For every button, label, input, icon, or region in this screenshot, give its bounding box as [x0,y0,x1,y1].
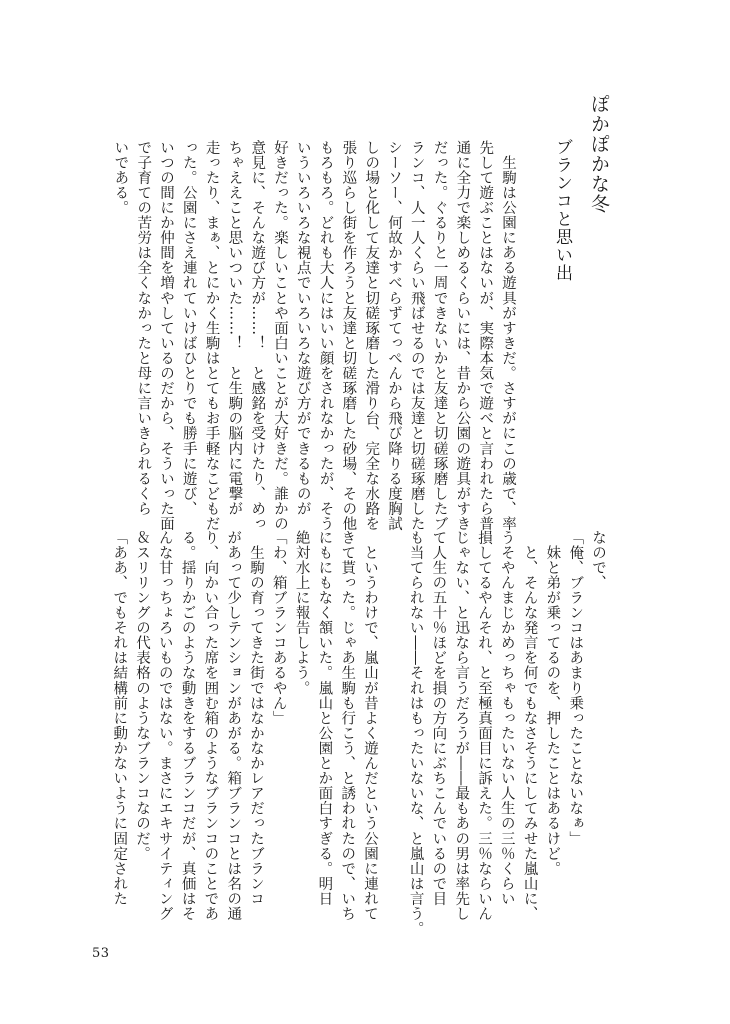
text-line: て人生の五十％ほどを損の方向にぶちこんでいるので目 [430,530,447,907]
text-line: 先して遊ぶことはないが、実際本気で遊べと言われたら普 [477,140,494,532]
text-line: 「わ、箱ブランコあるやん」 [270,530,287,726]
text-line: 「ああ、でもそれは結構前に動かないように固定された [111,530,128,907]
text-line: も当てられない――それはもったいないな、と嵐山は言う。 [407,530,424,937]
text-line: 好きだった。楽しいことや面白いことが大好きだ。誰かの [272,140,288,532]
text-line: ＆スリリングの代表格のようなブランコなのだ。 [134,530,150,862]
text-line: る。揺りかごのような動きをするブランコだが、真価はそ [179,530,196,922]
text-line: んな甘っちょろいものではない。まさにエキサイティング [156,530,173,922]
text-line: 生駒の育ってきた街ではなかなかレアだったブランコ [248,530,264,907]
text-line: 走ったり、まぁ、とにかく生駒はとてもお手軽なこどもだ [203,140,220,532]
text-line: シーソー、何故かすべらずてっぺんから飛び降りる度胸試 [386,140,402,532]
section-subtitle: ブランコと思い出 [552,138,572,282]
text-line: った。公園にさえ連れていけばひとりでも勝手に遊び、 [180,140,197,517]
text-line: いういろいろな視点でいろいろな遊び方ができるものが [294,140,311,517]
text-line: ちゃええこと思いついた……！ と生駒の脳内に電撃が [226,140,243,517]
text-line: きて貰った。じゃあ生駒も行こう、と誘われたので、いち [339,530,356,922]
text-line: 絶対水上に報告しよう。 [293,530,310,696]
text-line: と、そんな発言を何でもなさそうにしてみせた嵐山に、 [521,530,538,922]
page-number: 53 [92,946,110,961]
text-line: 意見に、そんな遊び方が……！ と感銘を受けたり、めっ [249,140,266,532]
text-line: じゃない、と迅なら言うだろうが――最もあの男は率先し [453,530,470,922]
text-line: 「俺、ブランコはあまり乗ったことないなぁ」 [567,530,584,847]
text-line: 張り巡らし街を作ろうと友達と切磋琢磨した砂場、その他 [340,140,357,532]
text-line: ランコ、人一人くらい飛ばせるのでは友達と切磋琢磨した [408,140,425,532]
text-line: があって少しテンションがあがる。箱ブランコとは名の通 [225,530,242,922]
text-line: もろもろ。どれも大人にはいい顔をされなかったが、そう [317,140,334,532]
text-line: だった。ぐるりと一周できないかと友達と切磋琢磨したブ [431,140,448,532]
text-line: で子育ての苦労は全くなかったと母に言いきられるくら [135,140,152,517]
text-line: 通に全力で楽しめるくらいには、昔から公園の遊具がすき [454,140,471,532]
text-line: 妹と弟が乗ってるのを、押したことはあるけど。 [544,530,561,877]
text-line: にもにもなく頷いた。嵐山と公園とか面白すぎる。明日 [316,530,333,907]
chapter-title: ぽかぽかな冬 [588,94,610,214]
text-line: うそやんまじかめっちゃもったいない人生の三％くらい [498,530,515,907]
text-line: なので、 [590,530,606,591]
text-line: 生駒は公園にある遊具がすきだ。さすがにこの歳で、率 [500,140,516,532]
text-line: 損してるやんそれ、と至極真面目に訴えた。三％ならいん [476,530,492,922]
text-line: いである。 [112,140,129,216]
text-line: り、向かい合った席を囲む箱のようなブランコのことであ [202,530,219,922]
text-line: というわけで、嵐山が昔よく遊んだという公園に連れて [362,530,378,922]
text-line: しの場と化して友達と切磋琢磨した滑り台、完全な水路を [363,140,380,532]
text-line: いつの間にか仲間を増やしているのだから、そういった面 [158,140,174,532]
